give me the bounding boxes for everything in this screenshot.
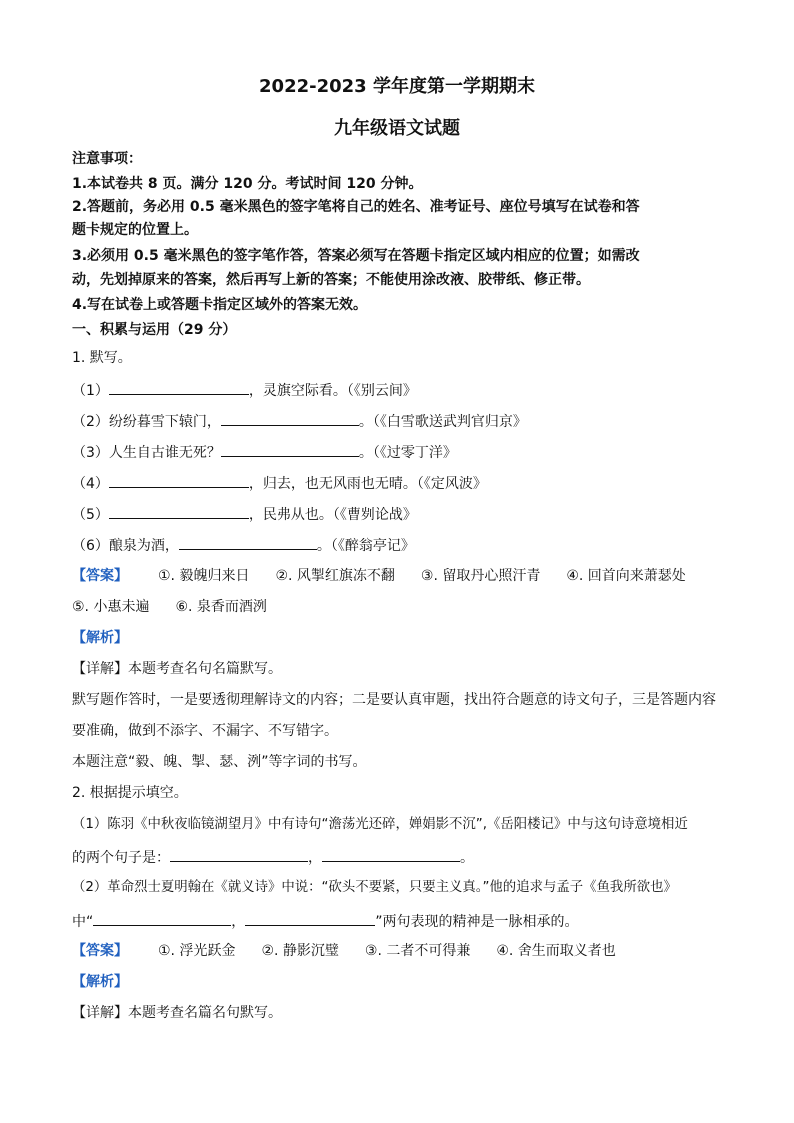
question-1-line: （1） ，灵旗空际看。（《别云间》 [72,379,732,401]
question-1-line: （6）酿泉为酒， 。（《醉翁亭记》 [72,534,732,556]
detail-text: 【详解】本题考查名篇名句默写。 [72,1005,282,1021]
answer-blank[interactable] [221,441,359,457]
answer-item: ②. 静影沉璧 [261,943,339,959]
question-1-line: （3）人生自古谁无死？ 。（《过零丁洋》 [72,441,732,463]
answer-row [72,597,732,617]
answer-item: ④. 回首向来萧瑟处 [566,568,686,584]
answer-item: ⑥. 泉香而酒洌 [175,599,267,615]
notice-heading: 注意事项： [72,151,142,167]
answer-tag: 【答案】 [72,568,128,584]
answer-blank[interactable] [109,379,249,395]
answer-item: ①. 浮光跃金 [158,943,236,959]
question-1-stem: 1. 默写。 [72,350,132,366]
analysis-tag: 【解析】 [72,630,128,646]
analysis-paragraph: 要准确，做到不添字、不漏字、不写错字。 [72,723,338,739]
answer-blank[interactable] [109,503,249,519]
question-2-stem: 2. 根据提示填空。 [72,785,188,801]
answer-blank[interactable] [179,534,317,550]
answer-item: ①. 毅魄归来日 [158,568,250,584]
exam-subtitle: 九年级语文试题 [334,118,460,139]
answer-blank[interactable] [170,846,308,862]
analysis-tag: 【解析】 [72,974,128,990]
answer-item: ④. 舍生而取义者也 [496,943,616,959]
section-heading: 一、积累与运用（29 分） [72,322,237,338]
answer-item: ③. 二者不可得兼 [364,943,471,959]
notice-item: 3.必须用 0.5 毫米黑色的签字笔作答，答案必须写在答题卡指定区域内相应的位置；如需改 [72,248,640,264]
question-1-line: （5） ，民弗从也。（《曹刿论战》 [72,503,732,525]
question-2-text: （1）陈羽《中秋夜临镜湖望月》中有诗句“澹荡光还碎，婵娟影不沉”,《岳阳楼记》中与这句诗意境相近 [72,817,688,832]
exam-title: 2022-2023 学年度第一学期期末 [259,76,535,97]
question-2-line: 的两个句子是： ， 。 [72,846,732,868]
notice-item: 动，先划掉原来的答案，然后再写上新的答案；不能使用涂改液、胶带纸、修正带。 [72,272,590,288]
notice-item: 1.本试卷共 8 页。满分 120 分。考试时间 120 分钟。 [72,176,423,192]
answer-row [72,566,732,586]
question-1-line: （2）纷纷暮雪下辕门， 。（《白雪歌送武判官归京》 [72,410,732,432]
question-2-line: 中“ ， ”两句表现的精神是一脉相承的。 [72,910,732,932]
notice-item: 2.答题前，务必用 0.5 毫米黑色的签字笔将自己的姓名、准考证号、座位号填写在试卷和答 [72,199,640,215]
question-2-text: （2）革命烈士夏明翰在《就义诗》中说：“砍头不要紧，只要主义真。”他的追求与孟子《鱼我所欲也》 [72,880,677,895]
question-1-line: （4） ，归去，也无风雨也无晴。（《定风波》 [72,472,732,494]
answer-blank[interactable] [109,472,249,488]
answer-blank[interactable] [245,910,375,926]
answer-tag: 【答案】 [72,943,128,959]
answer-item: ②. 风掣红旗冻不翻 [275,568,395,584]
analysis-paragraph: 本题注意“毅、魄、掣、瑟、洌”等字词的书写。 [72,754,367,770]
analysis-paragraph: 默写题作答时，一是要透彻理解诗文的内容；二是要认真审题，找出符合题意的诗文句子，三是答题内容 [72,692,716,708]
notice-item: 题卡规定的位置上。 [72,222,198,238]
notice-item: 4.写在试卷上或答题卡指定区域外的答案无效。 [72,297,368,313]
answer-blank[interactable] [93,910,231,926]
answer-row [72,941,732,961]
detail-text: 【详解】本题考查名句名篇默写。 [72,661,282,677]
answer-item: ③. 留取丹心照汗青 [420,568,541,584]
answer-item: ⑤. 小惠未遍 [72,599,150,615]
answer-blank[interactable] [322,846,460,862]
answer-blank[interactable] [221,410,359,426]
